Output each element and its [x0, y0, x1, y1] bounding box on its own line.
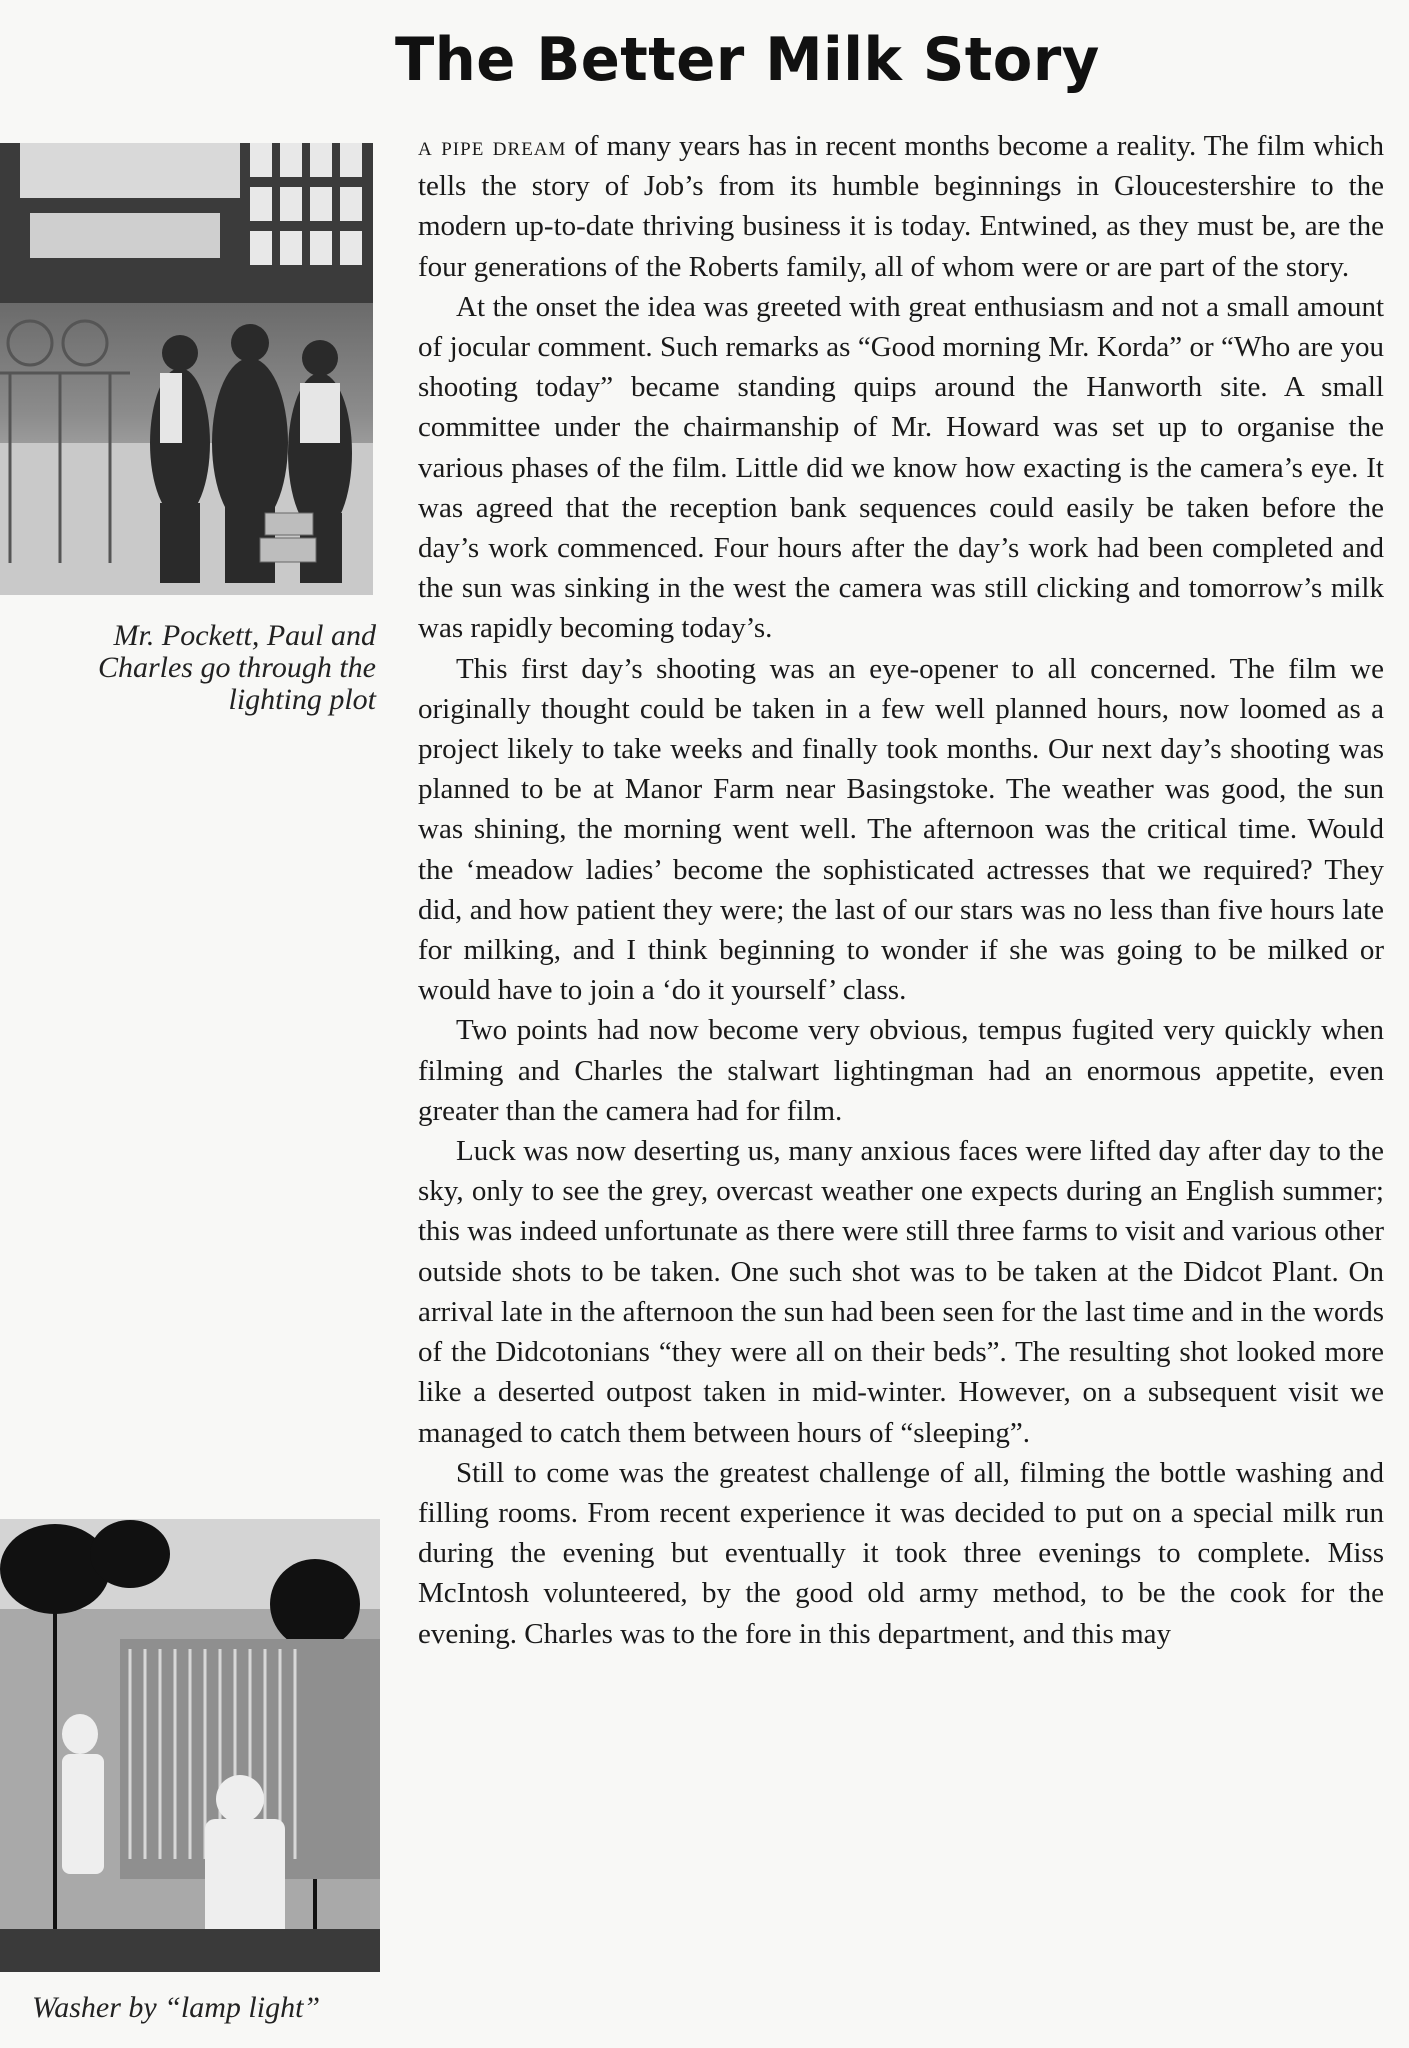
photo-lighting-plot — [0, 143, 373, 595]
photo-caption-lighting-plot: Mr. Pockett, Paul and Charles go through the lighting plot — [97, 619, 376, 716]
photo-washer — [0, 1519, 380, 1972]
article-lead-in: a pipe dream — [418, 131, 567, 161]
article-paragraph: Luck was now deserting us, many anxious faces were lifted day after day to the sky, only to see the grey, overcast weather one expects during an English summer; this was indeed unfortunate as there were still three farms to visit and various other outside shots to be taken. One such shot was to be taken at the Didcot Plant. On arrival late in the afternoon the sun had been seen for the last time and in the words of the Didcotonians “they were all on their beds”. The resulting shot looked more like a deserted outpost taken in mid-winter. However, on a subsequent visit we managed to catch them between hours of “sleeping”. — [418, 1135, 1384, 1449]
page-title: The Better Milk Story — [395, 25, 1100, 95]
photo-lighting-plot-illustration — [0, 143, 373, 595]
photo-caption-washer: Washer by “lamp light” — [32, 1991, 321, 2024]
article-paragraph — [418, 126, 1384, 287]
article-paragraph: Still to come was the greatest challenge of all, filming the bottle washing and filling rooms. From recent experience it was decided to put on a special milk run during the evening but eventually it took three evenings to complete. Miss McIntosh volunteered, by the good old army method, to be the cook for the evening. Charles was to the fore in this department, and this may — [418, 1456, 1384, 1650]
article-paragraph: At the onset the idea was greeted with great enthusiasm and not a small amount of jocular comment. Such remarks as “Good morning Mr. Korda” or “Who are you shooting today” became standing quips around the Hanworth site. A small committee under the chairmanship of Mr. Howard was set up to organise the various phases of the film. Little did we know how exacting is the camera’s eye. It was agreed that the reception bank sequences could easily be taken before the day’s work commenced. Four hours after the day’s work had been completed and the sun was sinking in the west the camera was still clicking and tomorrow’s milk was rapidly becoming today’s. — [418, 290, 1384, 645]
article-paragraph: Two points had now become very obvious, tempus fugited very quickly when filming and Charles the stalwart lightingman had an enormous appetite, even greater than the camera had for film. — [418, 1014, 1384, 1127]
article-paragraph-text: of many years has in recent months become a reality. The film which tells the story of Job’s from its humble beginnings in Gloucestershire to the modern up-to-date thriving business it is today. Entwined, as they must be, are the four generations of the Roberts family, all of whom were or are part of the story. — [418, 130, 1384, 283]
article-paragraph: This first day’s shooting was an eye-opener to all concerned. The film we originally thought could be taken in a few well planned hours, now loomed as a project likely to take weeks and finally took months. Our next day’s shooting was planned to be at Manor Farm near Basingstoke. The weather was good, the sun was shining, the morning went well. The afternoon was the critical time. Would the ‘meadow ladies’ become the sophisticated actresses that we required? They did, and how patient they were; the last of our stars was no less than five hours late for milking, and I think beginning to wonder if she was going to be milked or would have to join a ‘do it yourself’ class. — [418, 652, 1384, 1007]
photo-washer-illustration — [0, 1519, 380, 1972]
article-body — [418, 126, 1384, 2046]
